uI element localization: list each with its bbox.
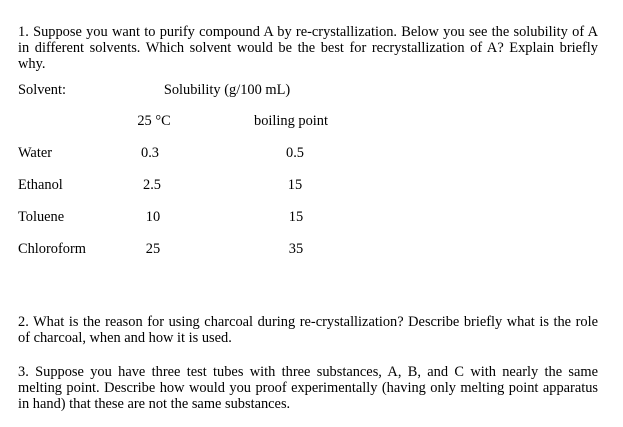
column-header-25c: 25 °C: [137, 113, 171, 129]
solubility-25c: 25: [145, 241, 161, 257]
solvent-header: Solvent:: [18, 82, 66, 98]
solubility-boiling-point: 35: [288, 241, 304, 257]
solubility-header: Solubility (g/100 mL): [163, 82, 291, 98]
solvent-name: Ethanol: [18, 177, 63, 193]
solubility-boiling-point: 15: [287, 177, 303, 193]
solubility-boiling-point: 0.5: [286, 145, 304, 161]
solubility-25c: 2.5: [143, 177, 161, 193]
question-3-text: 3. Suppose you have three test tubes with three substances, A, B, and C with nearly the same melting point. Describe how would you proof experimentally (having only melting point apparatus in hand) that these are not the same substances.: [18, 364, 598, 413]
solubility-25c: 0.3: [141, 145, 159, 161]
solubility-25c: 10: [145, 209, 161, 225]
question-2-text: 2. What is the reason for using charcoal during re-crystallization? Describe briefly what is the role of charcoal, when and how it is used.: [18, 314, 598, 347]
question-1-text: 1. Suppose you want to purify compound A by re-crystallization. Below you see the solubility of A in different solvents. Which solvent would be the best for recrystallization of A? Explain briefly why.: [18, 24, 598, 73]
solubility-boiling-point: 15: [288, 209, 304, 225]
column-header-boiling-point: boiling point: [254, 113, 328, 129]
solvent-name: Chloroform: [18, 241, 86, 257]
solvent-name: Water: [18, 145, 52, 161]
solvent-name: Toluene: [18, 209, 65, 225]
